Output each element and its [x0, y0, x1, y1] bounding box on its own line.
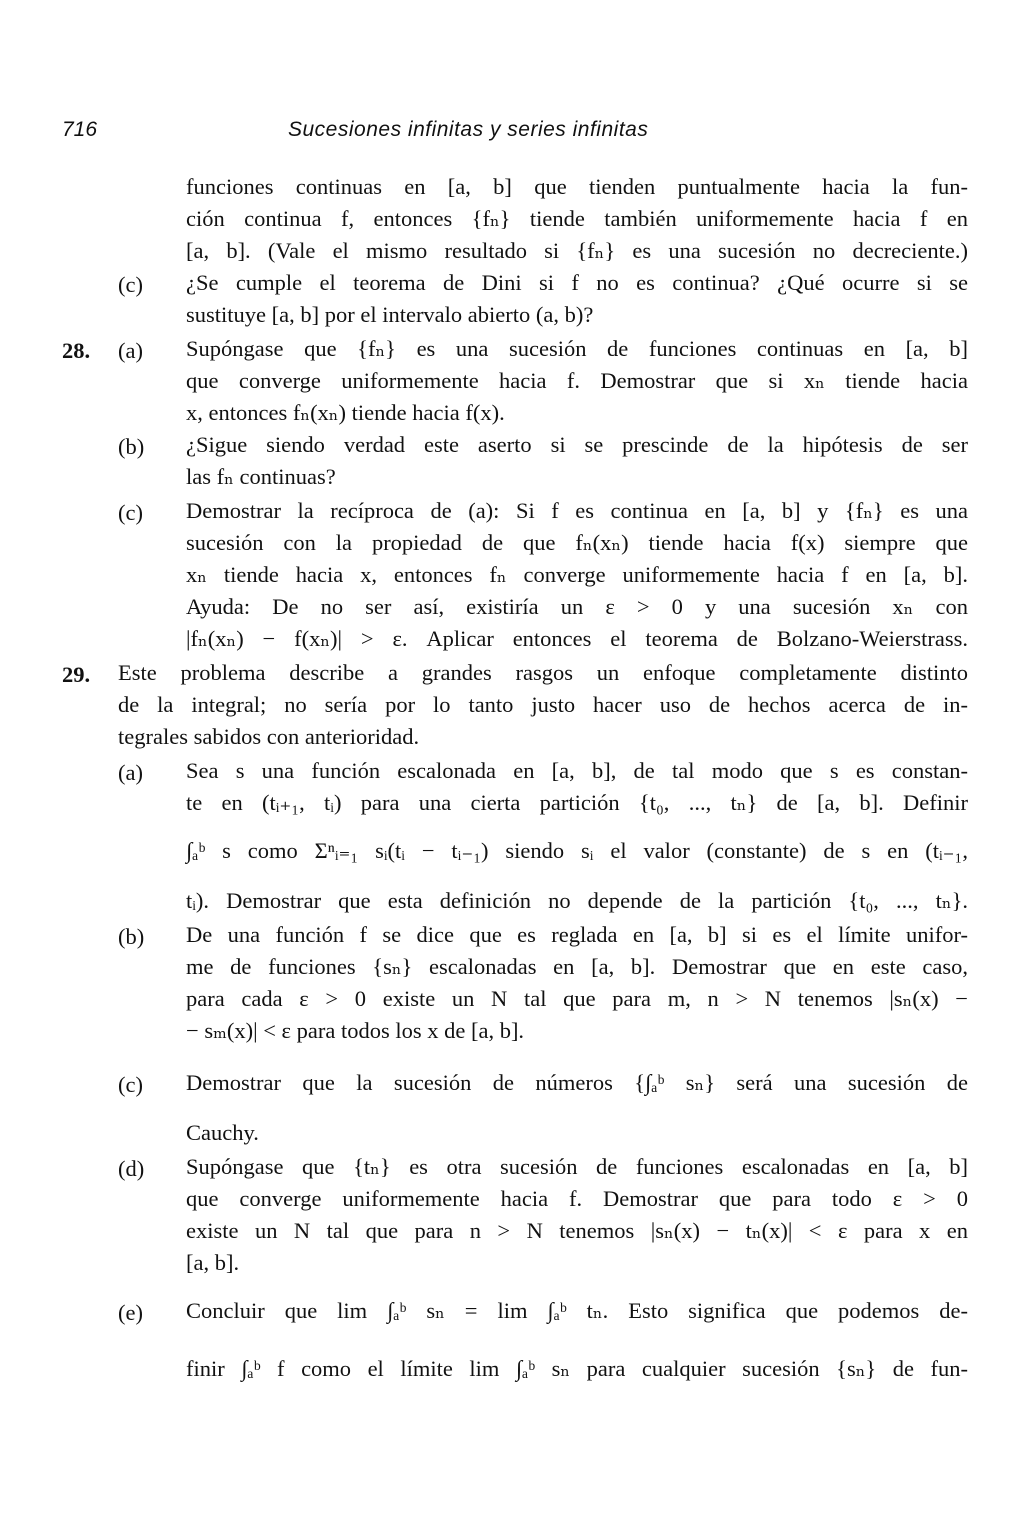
item-label: (b)	[118, 434, 145, 459]
running-title: Sucesiones infinitas y series infinitas	[288, 118, 649, 141]
text-line: Cauchy.	[186, 1120, 259, 1145]
text-line: ¿Sigue siendo verdad este aserto si se prescinde de la hipótesis de ser	[186, 432, 968, 457]
problem-number: 28.	[62, 338, 91, 363]
text-line: |fₙ(xₙ) − f(xₙ)| > ε. Aplicar entonces el teorema de Bolzano-Weierstrass.	[186, 626, 968, 651]
text-line: funciones continuas en [a, b] que tienden puntualmente hacia la fun-	[186, 174, 968, 199]
item-label: (a)	[118, 760, 143, 785]
text-line: Supóngase que {fₙ} es una sucesión de funciones continuas en [a, b]	[186, 336, 968, 361]
text-line: Supóngase que {tₙ} es otra sucesión de funciones escalonadas en [a, b]	[186, 1154, 968, 1179]
text-line: xₙ tiende hacia x, entonces fₙ converge uniformemente hacia f en [a, b].	[186, 562, 968, 587]
text-line: finir ∫ₐᵇ f como el límite lim ∫ₐᵇ sₙ para cualquier sucesión {sₙ} de fun-	[186, 1356, 968, 1381]
text-line: existe un N tal que para n > N tenemos |sₙ(x) − tₙ(x)| < ε para x en	[186, 1218, 968, 1243]
text-line: − sₘ(x)| < ε para todos los x de [a, b].	[186, 1018, 525, 1043]
text-line: sucesión con la propiedad de que fₙ(xₙ) tiende hacia f(x) siempre que	[186, 530, 968, 555]
item-label: (a)	[118, 338, 143, 363]
text-line: sustituye [a, b] por el intervalo abierto (a, b)?	[186, 302, 594, 327]
text-line: x, entonces fₙ(xₙ) tiende hacia f(x).	[186, 400, 505, 425]
text-line: ¿Se cumple el teorema de Dini si f no es continua? ¿Qué ocurre si se	[186, 270, 968, 295]
text-line: Ayuda: De no ser así, existiría un ε > 0 y una sucesión xₙ con	[186, 594, 968, 619]
problem-number: 29.	[62, 662, 91, 687]
item-label: (c)	[118, 1072, 143, 1097]
text-line: Este problema describe a grandes rasgos un enfoque completamente distinto	[118, 660, 968, 685]
text-line: me de funciones {sₙ} escalonadas en [a, b]. Demostrar que en este caso,	[186, 954, 968, 979]
text-line: De una función f se dice que es reglada en [a, b] si es el límite unifor-	[186, 922, 968, 947]
text-line: las fₙ continuas?	[186, 464, 336, 489]
text-line: [a, b].	[186, 1250, 240, 1275]
text-line: ción continua f, entonces {fₙ} tiende también uniformemente hacia f en	[186, 206, 968, 231]
text-line: Demostrar la recíproca de (a): Si f es continua en [a, b] y {fₙ} es una	[186, 498, 968, 523]
text-line: [a, b]. (Vale el mismo resultado si {fₙ} es una sucesión no decreciente.)	[186, 238, 968, 263]
text-line: de la integral; no sería por lo tanto justo hacer uso de hechos acerca de in-	[118, 692, 968, 717]
page-number: 716	[62, 118, 98, 141]
item-label: (e)	[118, 1300, 143, 1325]
item-label: (c)	[118, 272, 143, 297]
text-line: Concluir que lim ∫ₐᵇ sₙ = lim ∫ₐᵇ tₙ. Esto significa que podemos de-	[186, 1298, 968, 1323]
text-line: tegrales sabidos con anterioridad.	[118, 724, 420, 749]
text-line: para cada ε > 0 existe un N tal que para m, n > N tenemos |sₙ(x) −	[186, 986, 968, 1011]
item-label: (d)	[118, 1156, 145, 1181]
text-line: Demostrar que la sucesión de números {∫ₐᵇ sₙ} será una sucesión de	[186, 1070, 968, 1095]
text-line: que converge uniformemente hacia f. Demostrar que si xₙ tiende hacia	[186, 368, 968, 393]
text-line: te en (tᵢ₊₁, tᵢ) para una cierta partición {t₀, ..., tₙ} de [a, b]. Definir	[186, 790, 968, 815]
text-line: tᵢ). Demostrar que esta definición no depende de la partición {t₀, ..., tₙ}.	[186, 888, 968, 913]
text-line: ∫ₐᵇ s como Σⁿᵢ₌₁ sᵢ(tᵢ − tᵢ₋₁) siendo sᵢ el valor (constante) de s en (tᵢ₋₁,	[186, 838, 968, 863]
text-line: Sea s una función escalonada en [a, b], de tal modo que s es constan-	[186, 758, 968, 783]
item-label: (c)	[118, 500, 143, 525]
text-line: que converge uniformemente hacia f. Demostrar que para todo ε > 0	[186, 1186, 968, 1211]
item-label: (b)	[118, 924, 145, 949]
page-header	[62, 112, 982, 152]
